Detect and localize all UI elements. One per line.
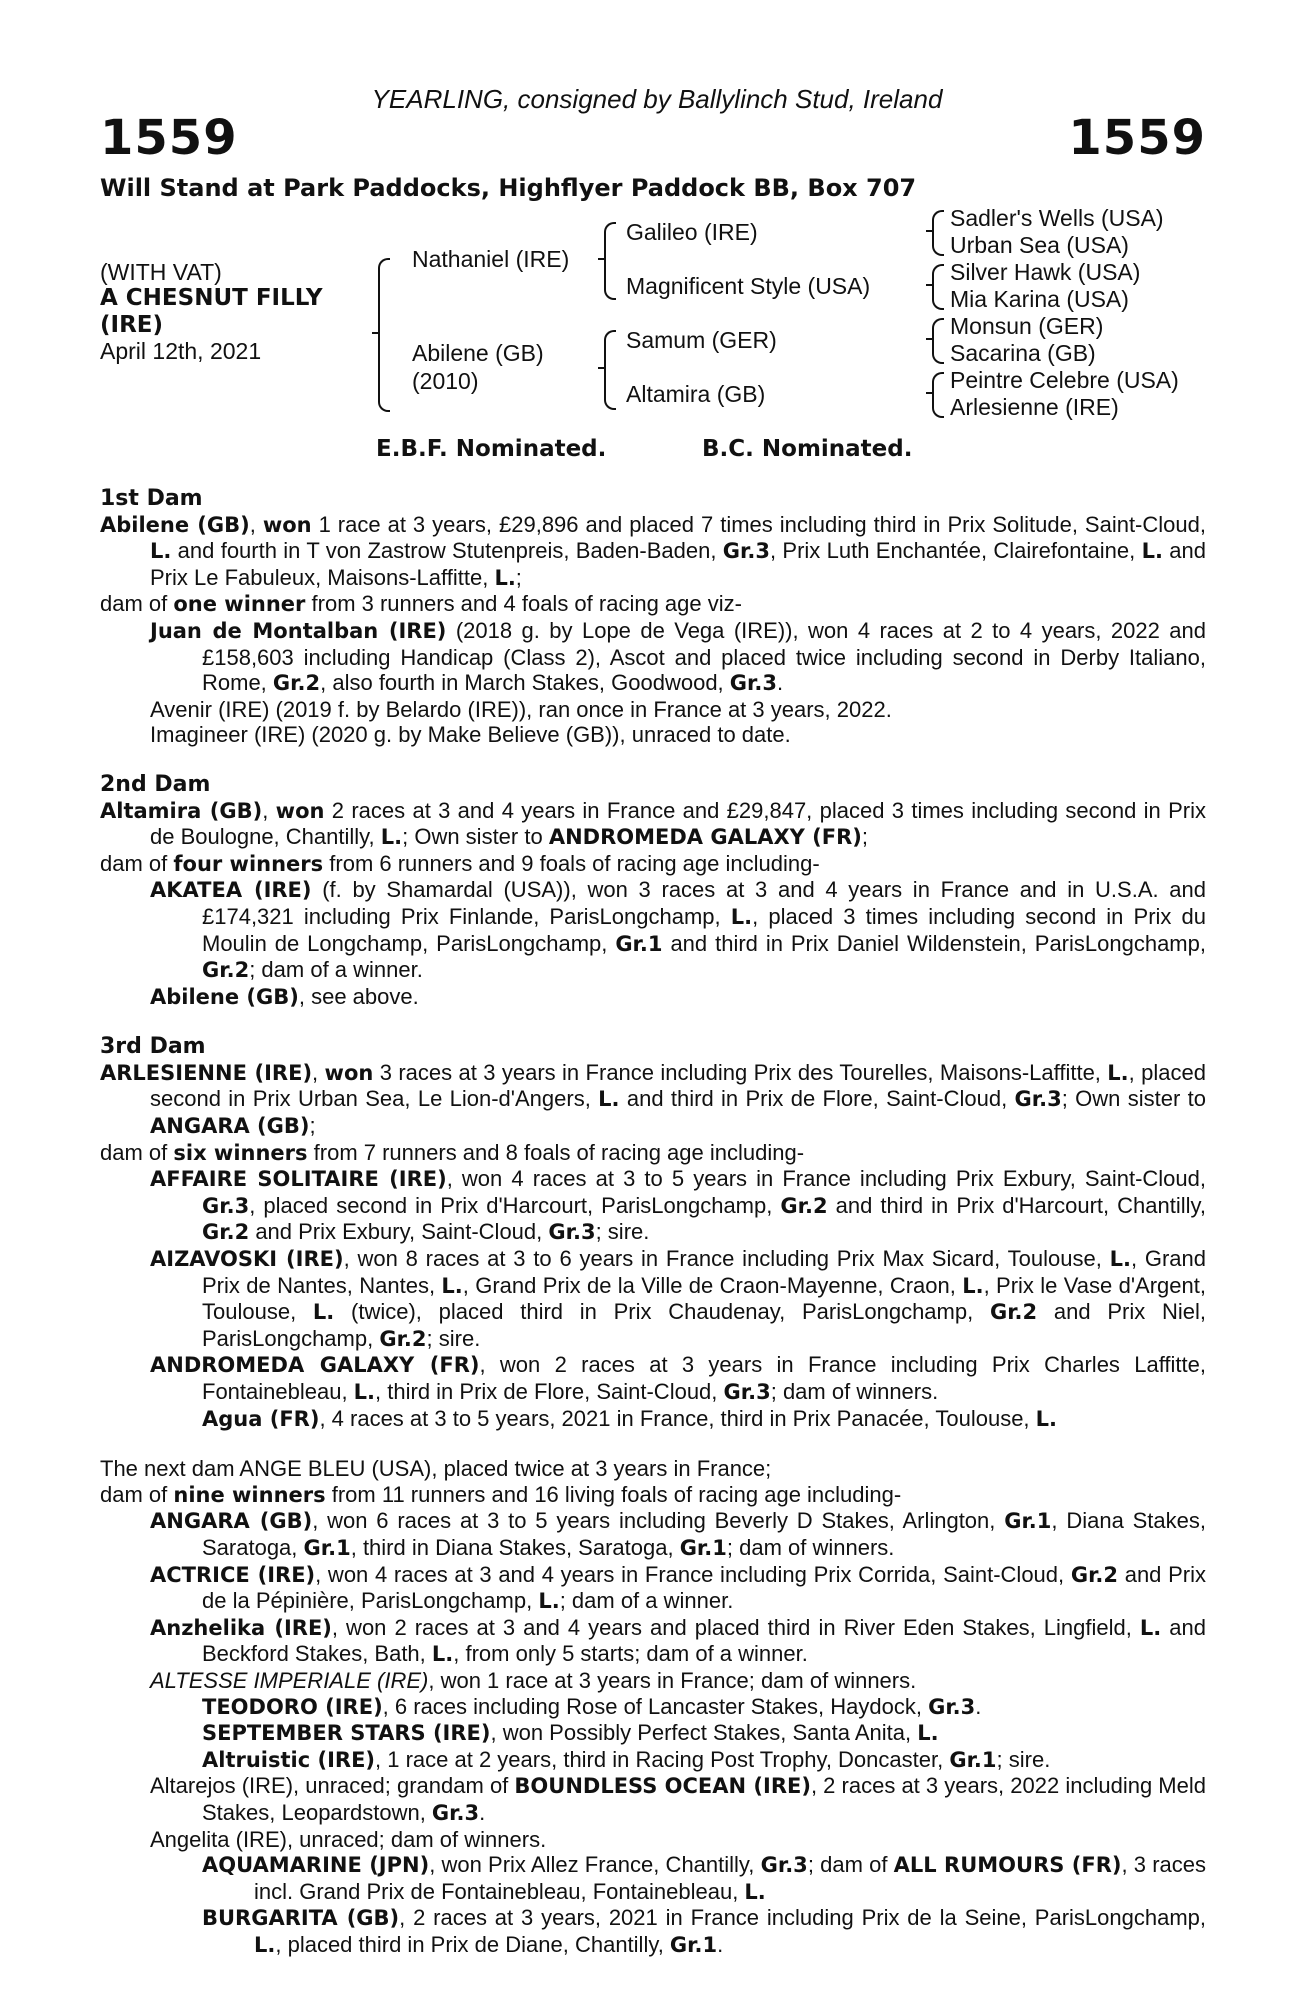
pedigree-g3: Silver Hawk (USA) xyxy=(950,259,1141,285)
next-dam-produce-item: ACTRICE (IRE), won 4 races at 3 and 4 years in France including Prix Corrida, Saint-Cloud, Gr.2 and Prix de la Pépinière, ParisLongchamp, L.; dam of a winner. xyxy=(150,1561,1206,1614)
next-dam-produce-item: ALTESSE IMPERIALE (IRE), won 1 race at 3 years in France; dam of winners. xyxy=(150,1667,917,1693)
dam2-produce-summary: dam of four winners from 6 runners and 9 foals of racing age including- xyxy=(100,850,820,876)
dam-dam: Altamira (GB) xyxy=(626,381,766,407)
next-dam-grandproduce-item: AQUAMARINE (JPN), won Prix Allez France, Chantilly, Gr.3; dam of ALL RUMOURS (FR), 3 races incl. Grand Prix de Fontainebleau, Fontainebleau, L. xyxy=(202,1852,1207,1904)
dam1-produce-item: Juan de Montalban (IRE) (2018 g. by Lope de Vega (IRE)), won 4 races at 2 to 4 years, 2022 and £158,603 including Handicap (Class 2), Ascot and placed twice including second in Derby Italiano, Rome, Gr.2, also fourth in March Stakes, Goodwood, Gr.3. xyxy=(150,617,1207,696)
dam3-record: ARLESIENNE (IRE), won 3 races at 3 years in France including Prix des Tourelles, Maisons-Laffitte, L., placed second in Prix Urban Sea, Le Lion-d'Angers, L. and third in Prix de Flore, Saint-Cloud, Gr.3; Own sister to ANGARA (GB); xyxy=(100,1059,1207,1139)
pedigree-brace-g3-1 xyxy=(932,210,944,256)
pedigree-g3: Monsun (GER) xyxy=(950,313,1104,339)
pedigree-brace-g3-3 xyxy=(932,318,944,364)
dam3-produce-item: ANDROMEDA GALAXY (FR), won 2 races at 3 years in France including Prix Charles Laffitte, Fontainebleau, L., third in Prix de Flore, Saint-Cloud, Gr.3; dam of winners. xyxy=(150,1352,1206,1404)
section-title-1st-dam: 1st Dam xyxy=(100,486,203,511)
dam2-produce-item: Abilene (GB), see above. xyxy=(150,983,419,1009)
dam1-produce-item: Imagineer (IRE) (2020 g. by Make Believe (GB)), unraced to date. xyxy=(150,722,791,748)
section-title-3rd-dam: 3rd Dam xyxy=(100,1034,206,1060)
pedigree-g3: Sacarina (GB) xyxy=(950,340,1096,366)
dam-sire: Samum (GER) xyxy=(626,327,777,353)
pedigree-brace-g3-2 xyxy=(932,264,944,310)
next-dam-record: The next dam ANGE BLEU (USA), placed twice at 3 years in France; xyxy=(100,1456,772,1482)
pedigree-brace-g3-1-notch xyxy=(926,230,933,232)
pedigree-brace-g3-3-notch xyxy=(926,338,933,340)
dam3-produce-item: Agua (FR), 4 races at 3 to 5 years, 2021 in France, third in Prix Panacée, Toulouse, L. xyxy=(202,1405,1058,1431)
pedigree-brace-sire-notch xyxy=(598,258,605,260)
dam3-produce-item: AIZAVOSKI (IRE), won 8 races at 3 to 6 years in France including Prix Max Sicard, Toulouse, L., Grand Prix de Nantes, Nantes, L., Grand Prix de la Ville de Craon-Mayenne, Craon, L., Prix le Vase d'Argent, Toulouse, L. (twice), placed third in Prix Chaudenay, ParisLongchamp, Gr.2 and Prix Niel, ParisLongchamp, Gr.2; sire. xyxy=(150,1246,1207,1351)
next-dam-produce-item: Altarejos (IRE), unraced; grandam of BOUNDLESS OCEAN (IRE), 2 races at 3 years, 2022 including Meld Stakes, Leopardstown, Gr.3. xyxy=(150,1773,1206,1825)
pedigree-g3: Urban Sea (USA) xyxy=(950,232,1129,258)
pedigree-brace-sire xyxy=(604,222,616,300)
dam-line2: (2010) xyxy=(412,368,479,394)
pedigree-brace-dam-notch xyxy=(598,367,605,369)
vat-label: (WITH VAT) xyxy=(100,259,222,285)
dam2-produce-item: AKATEA (IRE) (f. by Shamardal (USA)), won 3 races at 3 and 4 years in France and in U.S.A. and £174,321 including Prix Finlande, ParisLongchamp, L., placed 3 times including second in Prix du Moulin de Longchamp, ParisLongchamp, Gr.1 and third in Prix Daniel Wildenstein, ParisLongchamp, Gr.2; dam of a winner. xyxy=(150,877,1207,983)
dam1-record: Abilene (GB), won 1 race at 3 years, £29,896 and placed 7 times including third in Prix Solitude, Saint-Cloud, L. and fourth in T von Zastrow Stutenpreis, Baden-Baden, Gr.3, Prix Luth Enchantée, Clairefontaine, L. and Prix Le Fabuleux, Maisons-Laffitte, L.; xyxy=(100,511,1206,590)
dam1-produce-item: Avenir (IRE) (2019 f. by Belardo (IRE)), ran once in France at 3 years, 2022. xyxy=(150,696,892,722)
sire-dam: Magnificent Style (USA) xyxy=(626,273,871,299)
dam3-produce-item: AFFAIRE SOLITAIRE (IRE), won 4 races at 3 to 5 years in France including Prix Exbury, Saint-Cloud, Gr.3, placed second in Prix d'Harcourt, ParisLongchamp, Gr.2 and third in Prix d'Harcourt, Chantilly, Gr.2 and Prix Exbury, Saint-Cloud, Gr.3; sire. xyxy=(150,1166,1207,1245)
lot-number-left: 1559 xyxy=(100,110,238,166)
consignor-subtitle: YEARLING, consigned by Ballylinch Stud, Ireland xyxy=(371,84,943,114)
next-dam-produce-item: Anzhelika (IRE), won 2 races at 3 and 4 years and placed third in River Eden Stakes, Lingfield, L. and Beckford Stakes, Bath, L., from only 5 starts; dam of a winner. xyxy=(150,1614,1206,1667)
pedigree-brace-g3-2-notch xyxy=(926,284,933,286)
bc-nomination: B.C. Nominated. xyxy=(702,436,913,462)
pedigree-g3: Sadler's Wells (USA) xyxy=(950,205,1164,231)
next-dam-grandproduce-item: SEPTEMBER STARS (IRE), won Possibly Perfect Stakes, Santa Anita, L. xyxy=(202,1720,939,1746)
next-dam-grandproduce-item: Altruistic (IRE), 1 race at 2 years, third in Racing Post Trophy, Doncaster, Gr.1; sire. xyxy=(202,1746,1051,1772)
horse-dob: April 12th, 2021 xyxy=(100,338,262,364)
pedigree-g3: Peintre Celebre (USA) xyxy=(950,367,1179,393)
next-dam-grandproduce-item: BURGARITA (GB), 2 races at 3 years, 2021 in France including Prix de la Seine, ParisLongchamp, L., placed third in Prix de Diane, Chantilly, Gr.1. xyxy=(202,1905,1207,1957)
produce-record xyxy=(100,486,1206,1958)
sire: Nathaniel (IRE) xyxy=(412,246,570,272)
next-dam-produce-summary: dam of nine winners from 11 runners and 16 living foals of racing age including- xyxy=(100,1481,902,1507)
dam1-produce-summary: dam of one winner from 3 runners and 4 foals of racing age viz- xyxy=(100,591,742,617)
pedigree-brace-g3-4-notch xyxy=(926,392,933,394)
lot-number-right: 1559 xyxy=(1068,110,1206,166)
pedigree-brace-dam xyxy=(604,330,616,410)
next-dam-produce-item: Angelita (IRE), unraced; dam of winners. xyxy=(150,1826,547,1852)
pedigree-g3: Arlesienne (IRE) xyxy=(950,394,1119,420)
horse-country: (IRE) xyxy=(100,312,164,338)
stand-location: Will Stand at Park Paddocks, Highflyer Paddock BB, Box 707 xyxy=(100,174,917,202)
next-dam-grandproduce-item: TEODORO (IRE), 6 races including Rose of Lancaster Stakes, Haydock, Gr.3. xyxy=(202,1693,982,1719)
sire-sire: Galileo (IRE) xyxy=(626,219,758,245)
pedigree-brace-notch xyxy=(372,332,379,334)
ebf-nomination: E.B.F. Nominated. xyxy=(376,436,607,462)
pedigree-brace-g3-4 xyxy=(932,372,944,418)
dam2-record: Altamira (GB), won 2 races at 3 and 4 years in France and £29,847, placed 3 times including second in Prix de Boulogne, Chantilly, L.; Own sister to ANDROMEDA GALAXY (FR); xyxy=(100,797,1206,850)
dam-line1: Abilene (GB) xyxy=(412,340,544,366)
section-title-2nd-dam: 2nd Dam xyxy=(100,771,211,797)
pedigree-brace-main xyxy=(378,258,390,412)
dam3-produce-summary: dam of six winners from 7 runners and 8 foals of racing age including- xyxy=(100,1139,805,1165)
pedigree-g3: Mia Karina (USA) xyxy=(950,286,1129,312)
horse-name: A CHESNUT FILLY xyxy=(100,285,323,311)
next-dam-produce-item: ANGARA (GB), won 6 races at 3 to 5 years including Beverly D Stakes, Arlington, Gr.1, Diana Stakes, Saratoga, Gr.1, third in Diana Stakes, Saratoga, Gr.1; dam of winners. xyxy=(150,1508,1206,1560)
